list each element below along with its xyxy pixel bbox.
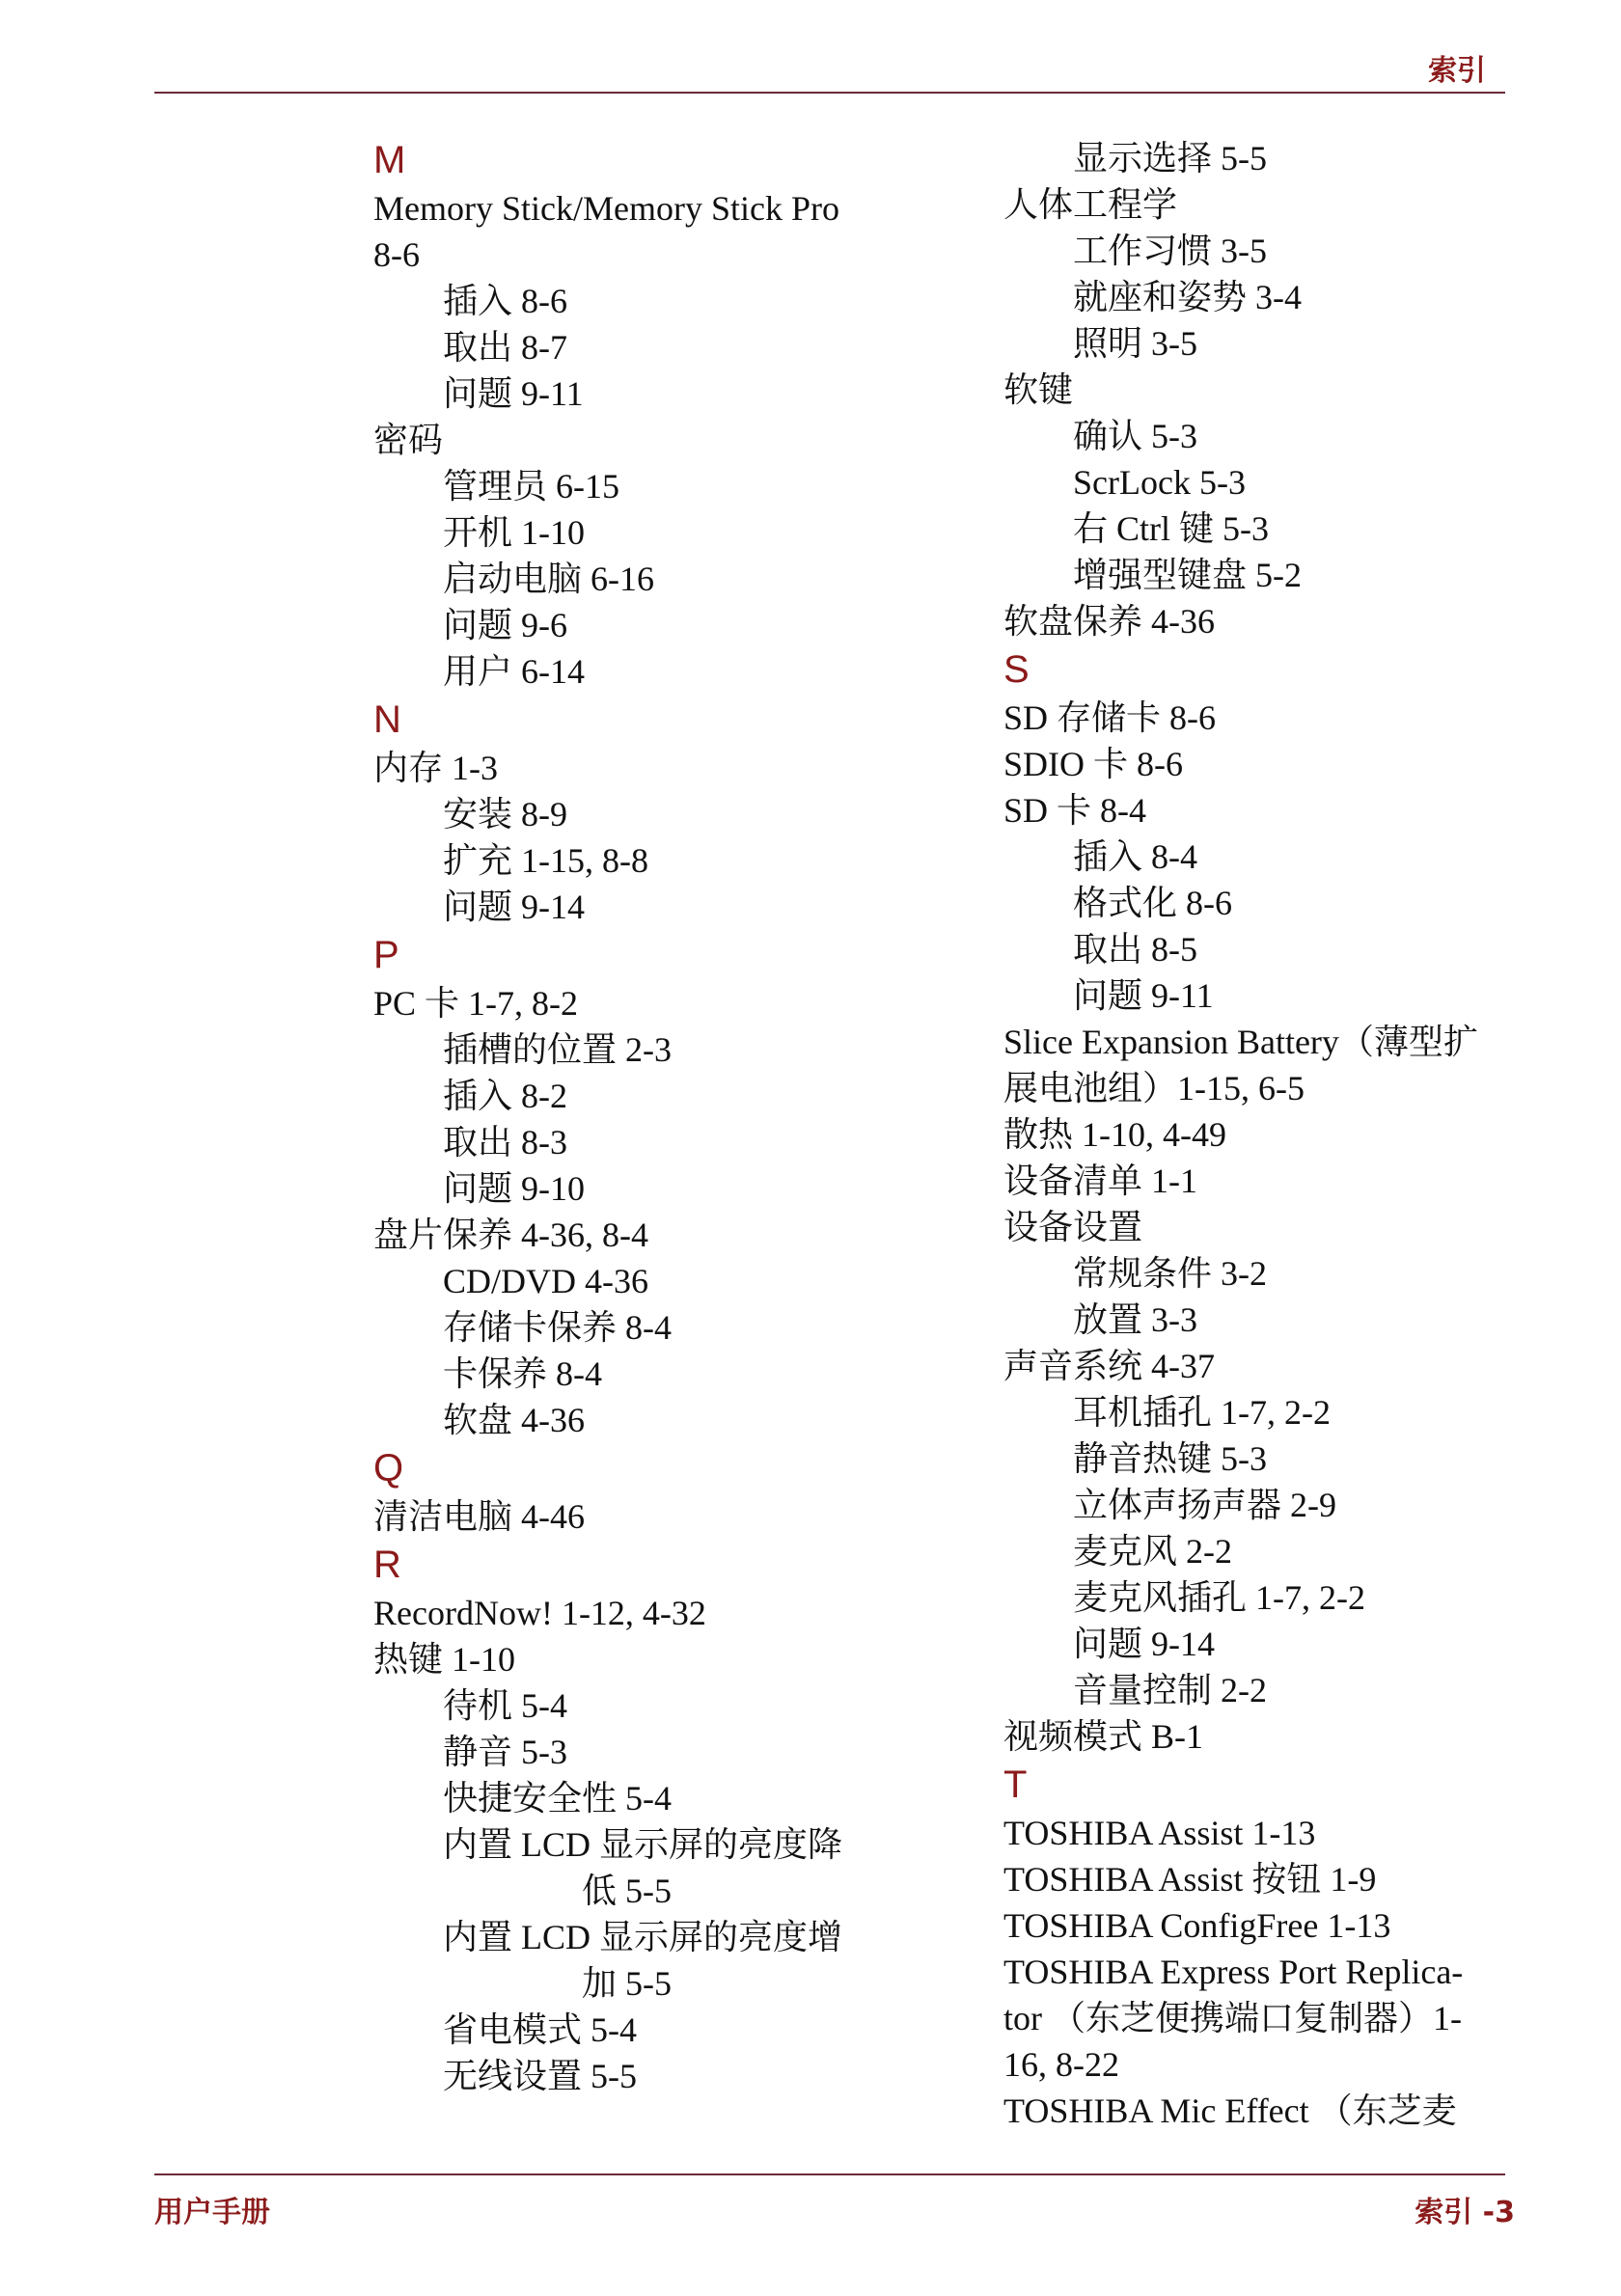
index-entry: TOSHIBA Assist 按钮 1-9 (1003, 1860, 1377, 1899)
index-subentry: 问题 9-11 (443, 374, 584, 413)
index-subentry: 快捷安全性 5-4 (443, 1779, 672, 1818)
index-column-left (373, 135, 914, 2099)
index-entry: tor （东芝便携端口复制器）1- (1003, 1999, 1462, 2037)
index-subentry: 音量控制 2-2 (1073, 1671, 1267, 1709)
index-subentry: 用户 6-14 (443, 652, 585, 691)
index-subentry: 插槽的位置 2-3 (443, 1030, 672, 1069)
index-subentry: CD/DVD 4-36 (443, 1262, 648, 1300)
index-subentry: 开机 1-10 (443, 513, 585, 552)
index-entry: 软键 (1003, 370, 1074, 409)
header-rule (154, 92, 1505, 94)
index-subentry: 显示选择 5-5 (1073, 139, 1267, 178)
index-subentry: 工作习惯 3-5 (1073, 232, 1267, 270)
index-subentry: 卡保养 8-4 (443, 1354, 602, 1393)
index-subentry: ScrLock 5-3 (1073, 463, 1246, 502)
index-entry: 8-6 (373, 235, 420, 274)
index-subentry: 省电模式 5-4 (443, 2010, 637, 2049)
index-entry: TOSHIBA Mic Effect （东芝麦 (1003, 2091, 1457, 2130)
index-entry: 展电池组）1-15, 6-5 (1003, 1069, 1305, 1107)
index-subentry: 软盘 4-36 (443, 1401, 585, 1439)
index-subentry: 问题 9-14 (1073, 1625, 1215, 1663)
index-subentry: 内置 LCD 显示屏的亮度增 (443, 1918, 843, 1956)
index-subentry: 扩充 1-15, 8-8 (443, 841, 648, 880)
index-section-letter: T (1003, 1763, 1028, 1806)
index-entry: 密码 (373, 421, 444, 459)
index-subentry: 取出 8-3 (443, 1123, 567, 1162)
index-entry: 视频模式 B-1 (1003, 1717, 1204, 1756)
index-entry: 16, 8-22 (1003, 2045, 1119, 2084)
index-entry: 内存 1-3 (373, 749, 498, 787)
index-subentry: 安装 8-9 (443, 795, 567, 834)
index-entry: TOSHIBA Express Port Replica- (1003, 1953, 1464, 1991)
index-subentry: 存储卡保养 8-4 (443, 1308, 672, 1347)
index-entry: 设备清单 1-1 (1003, 1162, 1197, 1200)
index-entry: 清洁电脑 4-46 (373, 1497, 585, 1536)
index-subentry: 内置 LCD 显示屏的亮度降 (443, 1825, 843, 1864)
index-subentry: 插入 8-2 (443, 1077, 567, 1115)
index-subentry: 立体声扬声器 2-9 (1073, 1486, 1336, 1524)
index-entry: SDIO 卡 8-6 (1003, 745, 1183, 783)
index-section-letter: R (373, 1544, 401, 1586)
index-subentry: 就座和姿势 3-4 (1073, 278, 1302, 316)
index-entry: 散热 1-10, 4-49 (1003, 1115, 1226, 1154)
footer-page-number: 索引 -3 (1415, 2196, 1515, 2229)
index-entry: Slice Expansion Battery（薄型扩 (1003, 1023, 1478, 1061)
index-section-letter: Q (373, 1447, 404, 1490)
index-entry: TOSHIBA Assist 1-13 (1003, 1814, 1316, 1852)
footer-rule (154, 2173, 1505, 2175)
index-subentry: 插入 8-6 (443, 282, 567, 320)
index-subentry: 确认 5-3 (1073, 417, 1197, 455)
index-subentry: 启动电脑 6-16 (443, 560, 654, 598)
index-subentry: 问题 9-14 (443, 888, 585, 926)
index-subentry: 无线设置 5-5 (443, 2057, 637, 2095)
index-subentry: 取出 8-7 (443, 328, 567, 367)
index-subentry: 低 5-5 (582, 1872, 672, 1910)
index-entry: RecordNow! 1-12, 4-32 (373, 1594, 706, 1632)
footer-manual-title: 用户手册 (154, 2196, 270, 2229)
index-subentry: 放置 3-3 (1073, 1300, 1197, 1339)
running-header-title: 索引 (1428, 54, 1486, 88)
index-entry: 热键 1-10 (373, 1640, 515, 1679)
index-entry: PC 卡 1-7, 8-2 (373, 984, 579, 1023)
index-entry: 人体工程学 (1003, 185, 1178, 224)
index-subentry: 问题 9-10 (443, 1169, 585, 1208)
index-subentry: 常规条件 3-2 (1073, 1254, 1267, 1293)
index-subentry: 增强型键盘 5-2 (1073, 556, 1302, 594)
index-section-letter: S (1003, 648, 1030, 691)
index-entry: 设备设置 (1003, 1208, 1143, 1246)
index-subentry: 取出 8-5 (1073, 930, 1197, 969)
index-subentry: 耳机插孔 1-7, 2-2 (1073, 1393, 1331, 1432)
index-subentry: 加 5-5 (582, 1964, 672, 2003)
index-entry: 软盘保养 4-36 (1003, 602, 1215, 641)
index-entry: SD 卡 8-4 (1003, 791, 1147, 830)
index-subentry: 麦克风 2-2 (1073, 1532, 1232, 1571)
index-subentry: 问题 9-6 (443, 606, 567, 644)
index-subentry: 静音 5-3 (443, 1733, 567, 1771)
index-section-letter: M (373, 139, 406, 181)
index-section-letter: N (373, 698, 401, 741)
index-column-right (1003, 135, 1525, 2134)
index-subentry: 管理员 6-15 (443, 467, 619, 506)
index-subentry: 静音热键 5-3 (1073, 1439, 1267, 1478)
index-entry: 声音系统 4-37 (1003, 1347, 1215, 1385)
index-subentry: 麦克风插孔 1-7, 2-2 (1073, 1578, 1365, 1617)
index-subentry: 待机 5-4 (443, 1686, 567, 1725)
index-section-letter: P (373, 934, 399, 976)
index-entry: TOSHIBA ConfigFree 1-13 (1003, 1906, 1391, 1945)
index-entry: SD 存储卡 8-6 (1003, 698, 1217, 737)
index-subentry: 插入 8-4 (1073, 837, 1197, 876)
index-entry: 盘片保养 4-36, 8-4 (373, 1216, 648, 1254)
index-subentry: 右 Ctrl 键 5-3 (1073, 509, 1269, 548)
index-subentry: 问题 9-11 (1073, 976, 1214, 1015)
index-subentry: 格式化 8-6 (1073, 884, 1232, 922)
index-subentry: 照明 3-5 (1073, 324, 1197, 363)
index-entry: Memory Stick/Memory Stick Pro (373, 189, 839, 228)
